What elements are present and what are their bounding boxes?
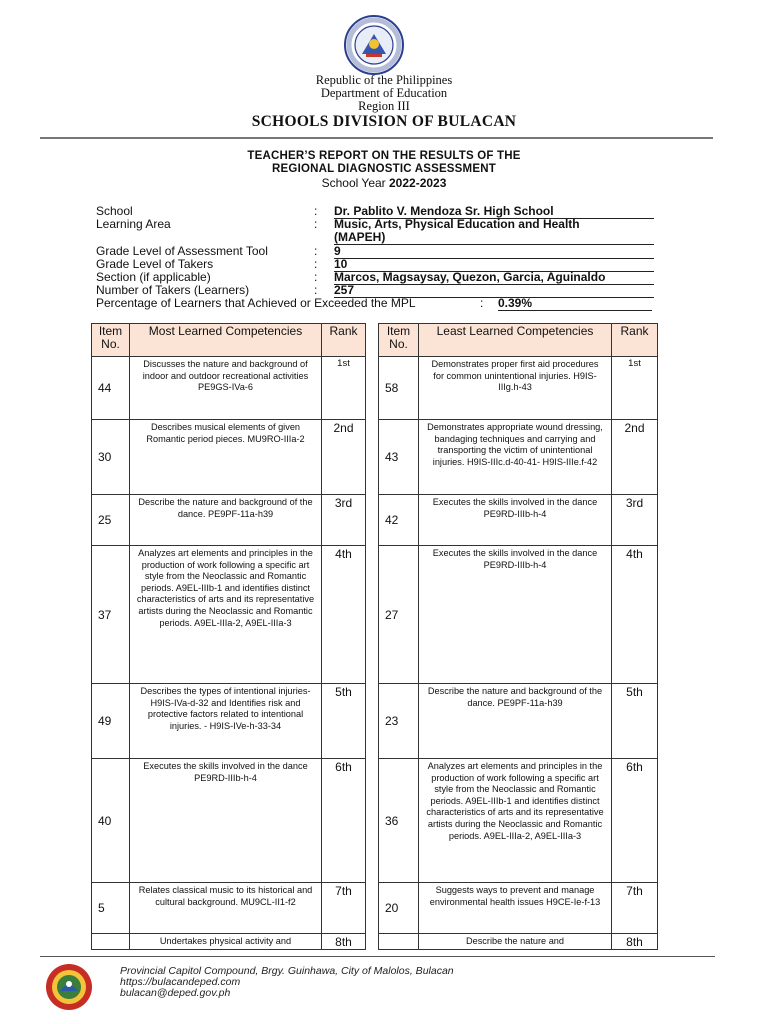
table-row: 49 Describes the types of intentional injuries- H9IS-IVa-d-32 and Identifies risk and protective factors related to intentional injuries. - H9IS-IVe-h-33-34 5th bbox=[92, 684, 366, 759]
info-label: School bbox=[96, 204, 133, 218]
table-row: 23 Describe the nature and background of the dance. PE9PF-11a-h39 5th bbox=[379, 684, 658, 759]
table-row: Describe the nature and 8th bbox=[379, 934, 658, 950]
info-label: Number of Takers (Learners) bbox=[96, 283, 250, 297]
table-row: 44 Discusses the nature and background of indoor and outdoor recreational activities PE9GS-IVa-6 1st bbox=[92, 357, 366, 420]
footer-website-link[interactable]: https://bulacandeped.com bbox=[120, 976, 241, 988]
info-label: Grade Level of Assessment Tool bbox=[96, 244, 268, 258]
school-year-label: School Year bbox=[321, 176, 389, 190]
info-value: 0.39% bbox=[498, 297, 652, 311]
least-learned-table bbox=[378, 323, 658, 950]
table-row: 5 Relates classical music to its historical and cultural background. MU9CL-II1-f2 7th bbox=[92, 883, 366, 934]
agency-header bbox=[0, 74, 768, 131]
school-year-value: 2022-2023 bbox=[389, 176, 447, 190]
table-row: 36 Analyzes art elements and principles in the production of work following a specific art style from the Neoclassic and Romantic periods. A9EL-IIIb-1 and identifies distinct characteristics of arts and its representative artists during the Neoclassic and Romantic periods. A9EL-IIIa-2, A9EL-IIIa-3 6th bbox=[379, 759, 658, 883]
most-learned-table bbox=[91, 323, 366, 950]
table-row: Undertakes physical activity and 8th bbox=[92, 934, 366, 950]
info-label: Percentage of Learners that Achieved or Exceeded the MPL bbox=[96, 296, 416, 310]
footer-divider bbox=[40, 956, 715, 957]
header-republic: Republic of the Philippines bbox=[315, 73, 453, 87]
deped-seal-logo bbox=[336, 14, 412, 76]
header-division: SCHOOLS DIVISION OF BULACAN bbox=[251, 113, 517, 130]
table-row: 43 Demonstrates appropriate wound dressing, bandaging techniques and carrying and transporting the victim of unintentional injuries. H9IS-IIIc.d-40-41- H9IS-IIIe.f-42 2nd bbox=[379, 420, 658, 495]
info-label: Grade Level of Takers bbox=[96, 257, 214, 271]
info-label: Learning Area bbox=[96, 217, 171, 231]
header-competencies: Most Learned Competencies bbox=[130, 324, 322, 357]
bulacan-division-seal-logo bbox=[38, 962, 100, 1012]
header-rank: Rank bbox=[322, 324, 366, 357]
header-competencies: Least Learned Competencies bbox=[419, 324, 612, 357]
table-row: 30 Describes musical elements of given Romantic period pieces. MU9RO-IIIa-2 2nd bbox=[92, 420, 366, 495]
header-region: Region III bbox=[358, 99, 410, 113]
info-value: Dr. Pablito V. Mendoza Sr. High School bbox=[334, 205, 654, 219]
table-row: 27 Executes the skills involved in the dance PE9RD-IIIb-h-4 4th bbox=[379, 546, 658, 684]
header-item-no: Item No. bbox=[92, 324, 130, 357]
table-row: 37 Analyzes art elements and principles in the production of work following a specific art style from the Neoclassic and Romantic periods. A9EL-IIIb-1 and identifies distinct characteristics of arts and its representative artists during the Neoclassic and Romantic periods. A9EL-IIIa-2, A9EL-IIIa-3 4th bbox=[92, 546, 366, 684]
table-row: 40 Executes the skills involved in the dance PE9RD-IIIb-h-4 6th bbox=[92, 759, 366, 883]
table-row: 42 Executes the skills involved in the dance PE9RD-IIIb-h-4 3rd bbox=[379, 495, 658, 546]
header-divider bbox=[40, 137, 713, 139]
info-value: 9 bbox=[334, 245, 654, 259]
school-year bbox=[0, 176, 768, 190]
report-title-line2: REGIONAL DIAGNOSTIC ASSESSMENT bbox=[272, 163, 496, 175]
footer-address: Provincial Capitol Compound, Brgy. Guinhawa, City of Malolos, Bulacan bbox=[120, 965, 454, 977]
table-row: 25 Describe the nature and background of the dance. PE9PF-11a-h39 3rd bbox=[92, 495, 366, 546]
info-label: Section (if applicable) bbox=[96, 270, 211, 284]
report-title-line1: TEACHER’S REPORT ON THE RESULTS OF THE bbox=[247, 150, 521, 162]
table-header bbox=[379, 324, 658, 357]
header-rank: Rank bbox=[612, 324, 658, 357]
footer-email-link[interactable]: bulacan@deped.gov.ph bbox=[120, 987, 231, 999]
info-value: 10 bbox=[334, 258, 654, 272]
header-department: Department of Education bbox=[320, 86, 448, 100]
info-value: Marcos, Magsaysay, Quezon, Garcia, Aguinaldo bbox=[334, 271, 654, 285]
info-value: (MAPEH) bbox=[334, 231, 654, 245]
table-header bbox=[92, 324, 366, 357]
info-value: 257 bbox=[334, 284, 654, 298]
table-row: 58 Demonstrates proper first aid procedures for common unintentional injuries. H9IS- IIIg.h-43 1st bbox=[379, 357, 658, 420]
header-item-no: Item No. bbox=[379, 324, 419, 357]
table-row: 20 Suggests ways to prevent and manage environmental health issues H9CE-Ie-f-13 7th bbox=[379, 883, 658, 934]
info-value: Music, Arts, Physical Education and Health bbox=[334, 217, 580, 231]
